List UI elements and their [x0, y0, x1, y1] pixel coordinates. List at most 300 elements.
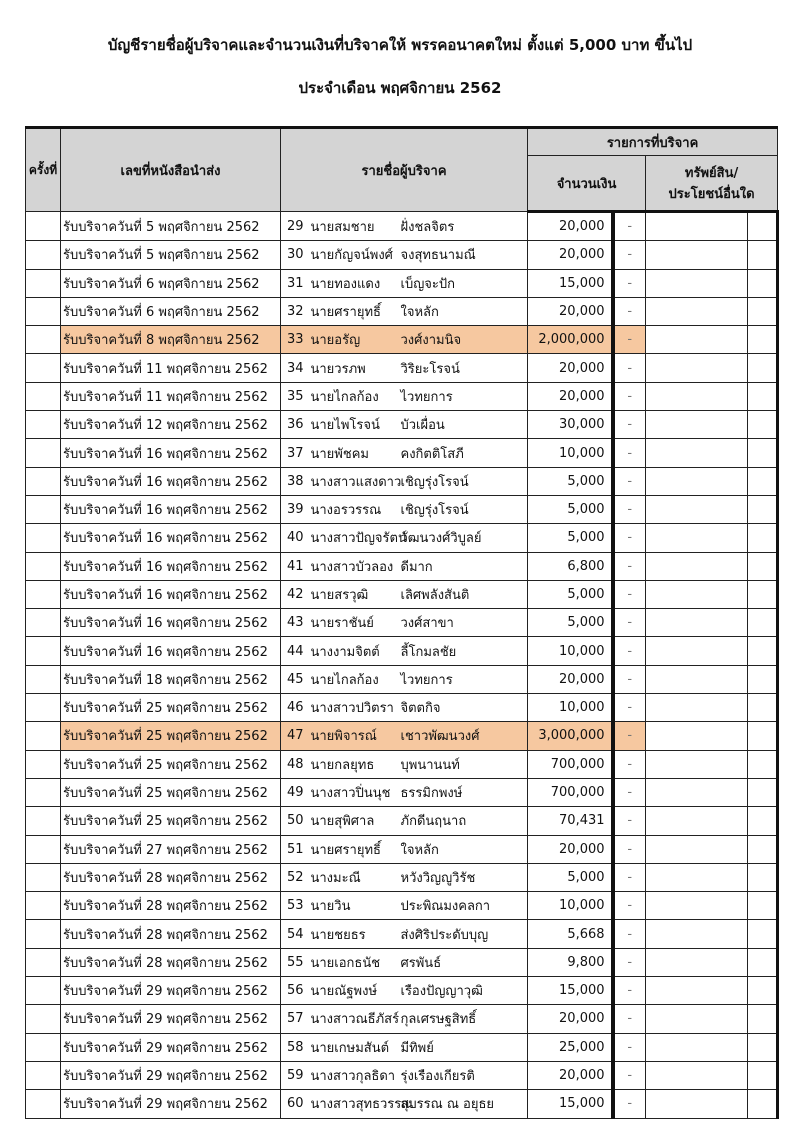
header-asset — [646, 156, 778, 212]
donor-number: 45 — [281, 665, 311, 693]
amount-cell: 6,800 — [528, 552, 613, 580]
asset-detail-cell — [646, 1005, 748, 1033]
donor-number: 35 — [281, 382, 311, 410]
asset-value-cell: - — [613, 495, 646, 523]
table-row — [26, 920, 778, 948]
asset-detail-cell — [646, 411, 748, 439]
amount-cell: 2,000,000 — [528, 326, 613, 354]
table-row — [26, 665, 778, 693]
extra-cell — [748, 467, 778, 495]
donor-last-name: รุ่งเรืองเกียรติ — [401, 1061, 528, 1089]
amount-cell: 15,000 — [528, 977, 613, 1005]
round-cell — [26, 807, 61, 835]
donor-first-name: นายศรายุทธิ์ — [311, 297, 401, 325]
date-cell: รับบริจาควันที่ 27 พฤศจิกายน 2562 — [61, 835, 281, 863]
asset-detail-cell — [646, 212, 748, 241]
amount-cell: 20,000 — [528, 665, 613, 693]
donor-number: 31 — [281, 269, 311, 297]
donor-first-name: นายพัชคม — [311, 439, 401, 467]
round-cell — [26, 1033, 61, 1061]
table-row — [26, 609, 778, 637]
date-cell: รับบริจาควันที่ 16 พฤศจิกายน 2562 — [61, 552, 281, 580]
asset-detail-cell — [646, 1090, 748, 1118]
date-cell: รับบริจาควันที่ 29 พฤศจิกายน 2562 — [61, 977, 281, 1005]
asset-detail-cell — [646, 580, 748, 608]
donor-first-name: นายทองแดง — [311, 269, 401, 297]
donor-last-name: วิริยะโรจน์ — [401, 354, 528, 382]
table-row — [26, 411, 778, 439]
table-row — [26, 354, 778, 382]
date-cell: รับบริจาควันที่ 25 พฤศจิกายน 2562 — [61, 807, 281, 835]
date-cell: รับบริจาควันที่ 29 พฤศจิกายน 2562 — [61, 1090, 281, 1118]
asset-detail-cell — [646, 1061, 748, 1089]
donor-first-name: นายไกลก้อง — [311, 382, 401, 410]
date-cell: รับบริจาควันที่ 25 พฤศจิกายน 2562 — [61, 694, 281, 722]
amount-cell: 700,000 — [528, 750, 613, 778]
date-cell: รับบริจาควันที่ 28 พฤศจิกายน 2562 — [61, 892, 281, 920]
round-cell — [26, 863, 61, 891]
table-row — [26, 694, 778, 722]
table-row — [26, 439, 778, 467]
amount-cell: 20,000 — [528, 835, 613, 863]
donor-last-name: บุพนานนท์ — [401, 750, 528, 778]
donor-first-name: นายณัฐพงษ์ — [311, 977, 401, 1005]
table-row — [26, 552, 778, 580]
date-cell: รับบริจาควันที่ 6 พฤศจิกายน 2562 — [61, 297, 281, 325]
asset-value-cell: - — [613, 977, 646, 1005]
donor-first-name: นายสมชาย — [311, 212, 401, 241]
date-cell: รับบริจาควันที่ 16 พฤศจิกายน 2562 — [61, 467, 281, 495]
donor-last-name: ธรรมิกพงษ์ — [401, 778, 528, 806]
round-cell — [26, 694, 61, 722]
header-donor: รายชื่อผู้บริจาค — [281, 128, 528, 212]
amount-cell: 5,668 — [528, 920, 613, 948]
date-cell: รับบริจาควันที่ 11 พฤศจิกายน 2562 — [61, 382, 281, 410]
amount-cell: 20,000 — [528, 1061, 613, 1089]
amount-cell: 5,000 — [528, 863, 613, 891]
extra-cell — [748, 269, 778, 297]
donor-last-name: วงศ์สาขา — [401, 609, 528, 637]
round-cell — [26, 212, 61, 241]
round-cell — [26, 241, 61, 269]
donor-first-name: นายไพโรจน์ — [311, 411, 401, 439]
extra-cell — [748, 722, 778, 750]
donor-last-name: จงสุทธนามณี — [401, 241, 528, 269]
asset-value-cell: - — [613, 1033, 646, 1061]
donor-number: 32 — [281, 297, 311, 325]
round-cell — [26, 835, 61, 863]
table-row — [26, 467, 778, 495]
donor-last-name: ใจหลัก — [401, 835, 528, 863]
table-row — [26, 524, 778, 552]
amount-cell: 20,000 — [528, 297, 613, 325]
table-row — [26, 212, 778, 241]
extra-cell — [748, 694, 778, 722]
asset-value-cell: - — [613, 722, 646, 750]
donor-first-name: นางสาวกุลธิดา — [311, 1061, 401, 1089]
extra-cell — [748, 580, 778, 608]
round-cell — [26, 382, 61, 410]
asset-value-cell: - — [613, 1061, 646, 1089]
header-asset-line1: ทรัพย์สิน/ — [684, 166, 739, 181]
donor-number: 54 — [281, 920, 311, 948]
asset-detail-cell — [646, 354, 748, 382]
amount-cell: 25,000 — [528, 1033, 613, 1061]
amount-cell: 15,000 — [528, 269, 613, 297]
round-cell — [26, 354, 61, 382]
asset-value-cell: - — [613, 1005, 646, 1033]
date-cell: รับบริจาควันที่ 5 พฤศจิกายน 2562 — [61, 241, 281, 269]
asset-value-cell: - — [613, 1090, 646, 1118]
asset-detail-cell — [646, 439, 748, 467]
round-cell — [26, 297, 61, 325]
asset-detail-cell — [646, 467, 748, 495]
header-letter-no: เลขที่หนังสือนำส่ง — [61, 128, 281, 212]
date-cell: รับบริจาควันที่ 16 พฤศจิกายน 2562 — [61, 524, 281, 552]
donor-number: 56 — [281, 977, 311, 1005]
donor-last-name: ภักดีนฤนาถ — [401, 807, 528, 835]
donor-number: 53 — [281, 892, 311, 920]
donor-first-name: นายราชันย์ — [311, 609, 401, 637]
donor-first-name: นายสุพิศาล — [311, 807, 401, 835]
date-cell: รับบริจาควันที่ 11 พฤศจิกายน 2562 — [61, 354, 281, 382]
asset-value-cell: - — [613, 694, 646, 722]
header-amount: จำนวนเงิน — [528, 156, 646, 212]
amount-cell: 15,000 — [528, 1090, 613, 1118]
extra-cell — [748, 382, 778, 410]
extra-cell — [748, 241, 778, 269]
donor-last-name: ไวทยการ — [401, 382, 528, 410]
asset-value-cell: - — [613, 665, 646, 693]
asset-detail-cell — [646, 637, 748, 665]
amount-cell: 5,000 — [528, 580, 613, 608]
table-row — [26, 807, 778, 835]
table-row — [26, 1090, 778, 1118]
donor-last-name: ศรพันธ์ — [401, 948, 528, 976]
table-row — [26, 948, 778, 976]
table-row — [26, 977, 778, 1005]
donor-first-name: นางสาวปัญจรัตน์ — [311, 524, 401, 552]
round-cell — [26, 892, 61, 920]
donor-first-name: นายวรภพ — [311, 354, 401, 382]
table-row-highlighted — [26, 722, 778, 750]
donor-number: 58 — [281, 1033, 311, 1061]
asset-value-cell: - — [613, 948, 646, 976]
donor-last-name: ใจหลัก — [401, 297, 528, 325]
donor-number: 41 — [281, 552, 311, 580]
donor-number: 55 — [281, 948, 311, 976]
date-cell: รับบริจาควันที่ 18 พฤศจิกายน 2562 — [61, 665, 281, 693]
donor-number: 50 — [281, 807, 311, 835]
extra-cell — [748, 297, 778, 325]
table-row — [26, 778, 778, 806]
donor-first-name: นายไกลก้อง — [311, 665, 401, 693]
table-row — [26, 1061, 778, 1089]
extra-cell — [748, 609, 778, 637]
amount-cell: 70,431 — [528, 807, 613, 835]
asset-detail-cell — [646, 892, 748, 920]
donor-number: 57 — [281, 1005, 311, 1033]
table-row — [26, 892, 778, 920]
round-cell — [26, 920, 61, 948]
donor-number: 38 — [281, 467, 311, 495]
asset-value-cell: - — [613, 269, 646, 297]
donor-first-name: นางสาวสุทธวรรณ — [311, 1090, 401, 1118]
asset-detail-cell — [646, 778, 748, 806]
header-round: ครั้งที่ — [26, 128, 61, 212]
amount-cell: 10,000 — [528, 892, 613, 920]
asset-detail-cell — [646, 920, 748, 948]
asset-value-cell: - — [613, 835, 646, 863]
donor-number: 40 — [281, 524, 311, 552]
amount-cell: 20,000 — [528, 212, 613, 241]
asset-detail-cell — [646, 863, 748, 891]
date-cell: รับบริจาควันที่ 16 พฤศจิกายน 2562 — [61, 580, 281, 608]
document-subtitle: ประจำเดือน พฤศจิกายน 2562 — [298, 79, 502, 97]
asset-value-cell: - — [613, 212, 646, 241]
amount-cell: 10,000 — [528, 439, 613, 467]
donor-last-name: ฝั่งชลจิตร — [401, 212, 528, 241]
asset-detail-cell — [646, 269, 748, 297]
asset-value-cell: - — [613, 863, 646, 891]
extra-cell — [748, 948, 778, 976]
extra-cell — [748, 637, 778, 665]
donor-last-name: เชาวพัฒนวงศ์ — [401, 722, 528, 750]
amount-cell: 5,000 — [528, 524, 613, 552]
round-cell — [26, 977, 61, 1005]
extra-cell — [748, 778, 778, 806]
donor-number: 48 — [281, 750, 311, 778]
date-cell: รับบริจาควันที่ 5 พฤศจิกายน 2562 — [61, 212, 281, 241]
date-cell: รับบริจาควันที่ 6 พฤศจิกายน 2562 — [61, 269, 281, 297]
donor-last-name: ดีมาก — [401, 552, 528, 580]
donor-number: 47 — [281, 722, 311, 750]
round-cell — [26, 609, 61, 637]
date-cell: รับบริจาควันที่ 12 พฤศจิกายน 2562 — [61, 411, 281, 439]
donor-number: 60 — [281, 1090, 311, 1118]
donor-last-name: คงกิตติโสภี — [401, 439, 528, 467]
asset-detail-cell — [646, 495, 748, 523]
date-cell: รับบริจาควันที่ 29 พฤศจิกายน 2562 — [61, 1033, 281, 1061]
round-cell — [26, 439, 61, 467]
donor-last-name: เรืองปัญญาวุฒิ — [401, 977, 528, 1005]
donor-last-name: มีทิพย์ — [401, 1033, 528, 1061]
extra-cell — [748, 439, 778, 467]
asset-detail-cell — [646, 722, 748, 750]
amount-cell: 700,000 — [528, 778, 613, 806]
amount-cell: 20,000 — [528, 1005, 613, 1033]
round-cell — [26, 467, 61, 495]
donor-table — [25, 126, 779, 1119]
asset-detail-cell — [646, 665, 748, 693]
extra-cell — [748, 835, 778, 863]
round-cell — [26, 524, 61, 552]
table-row — [26, 835, 778, 863]
round-cell — [26, 948, 61, 976]
amount-cell: 9,800 — [528, 948, 613, 976]
amount-cell: 20,000 — [528, 241, 613, 269]
amount-cell: 5,000 — [528, 495, 613, 523]
donor-first-name: นางสาวแสงดาว — [311, 467, 401, 495]
asset-value-cell: - — [613, 354, 646, 382]
donor-first-name: นายชยธร — [311, 920, 401, 948]
date-cell: รับบริจาควันที่ 29 พฤศจิกายน 2562 — [61, 1061, 281, 1089]
donor-number: 44 — [281, 637, 311, 665]
round-cell — [26, 722, 61, 750]
date-cell: รับบริจาควันที่ 8 พฤศจิกายน 2562 — [61, 326, 281, 354]
table-row — [26, 863, 778, 891]
donor-first-name: นายเอกธนัช — [311, 948, 401, 976]
donor-first-name: นายสรวุฒิ — [311, 580, 401, 608]
donor-first-name: นายกลยุทธ — [311, 750, 401, 778]
date-cell: รับบริจาควันที่ 25 พฤศจิกายน 2562 — [61, 778, 281, 806]
date-cell: รับบริจาควันที่ 29 พฤศจิกายน 2562 — [61, 1005, 281, 1033]
header-donation: รายการที่บริจาค — [528, 128, 778, 156]
asset-detail-cell — [646, 1033, 748, 1061]
asset-value-cell: - — [613, 467, 646, 495]
extra-cell — [748, 326, 778, 354]
donor-last-name: กุลเศรษฐสิทธิ์ — [401, 1005, 528, 1033]
date-cell: รับบริจาควันที่ 16 พฤศจิกายน 2562 — [61, 495, 281, 523]
asset-detail-cell — [646, 524, 748, 552]
extra-cell — [748, 892, 778, 920]
donor-last-name: เชิญรุ่งโรจน์ — [401, 467, 528, 495]
extra-cell — [748, 750, 778, 778]
donor-last-name: ลี้โกมลชัย — [401, 637, 528, 665]
asset-detail-cell — [646, 609, 748, 637]
asset-value-cell: - — [613, 750, 646, 778]
extra-cell — [748, 212, 778, 241]
donor-number: 59 — [281, 1061, 311, 1089]
asset-detail-cell — [646, 835, 748, 863]
donor-number: 46 — [281, 694, 311, 722]
asset-detail-cell — [646, 297, 748, 325]
donor-last-name: จิตตกิจ — [401, 694, 528, 722]
asset-value-cell: - — [613, 297, 646, 325]
table-row — [26, 1033, 778, 1061]
table-row — [26, 580, 778, 608]
asset-value-cell: - — [613, 382, 646, 410]
amount-cell: 30,000 — [528, 411, 613, 439]
donor-last-name: สุบรรณ ณ อยุธย — [401, 1090, 528, 1118]
asset-value-cell: - — [613, 637, 646, 665]
table-row — [26, 495, 778, 523]
donor-first-name: นายวิน — [311, 892, 401, 920]
asset-value-cell: - — [613, 241, 646, 269]
donor-first-name: นางสาวณธีภัสร์ — [311, 1005, 401, 1033]
amount-cell: 20,000 — [528, 354, 613, 382]
donor-first-name: นายเกษมสันต์ — [311, 1033, 401, 1061]
asset-detail-cell — [646, 977, 748, 1005]
donor-last-name: บัวเผื่อน — [401, 411, 528, 439]
date-cell: รับบริจาควันที่ 16 พฤศจิกายน 2562 — [61, 439, 281, 467]
round-cell — [26, 326, 61, 354]
donor-last-name: เชิญรุ่งโรจน์ — [401, 495, 528, 523]
asset-value-cell: - — [613, 411, 646, 439]
round-cell — [26, 665, 61, 693]
asset-value-cell: - — [613, 552, 646, 580]
extra-cell — [748, 552, 778, 580]
extra-cell — [748, 665, 778, 693]
donor-last-name: หวังวิญญูวิรัช — [401, 863, 528, 891]
round-cell — [26, 750, 61, 778]
extra-cell — [748, 354, 778, 382]
donor-number: 42 — [281, 580, 311, 608]
round-cell — [26, 552, 61, 580]
amount-cell: 10,000 — [528, 694, 613, 722]
donor-number: 39 — [281, 495, 311, 523]
asset-detail-cell — [646, 694, 748, 722]
table-row — [26, 382, 778, 410]
table-row — [26, 637, 778, 665]
donor-last-name: เลิศพลังสันติ — [401, 580, 528, 608]
extra-cell — [748, 411, 778, 439]
date-cell: รับบริจาควันที่ 16 พฤศจิกายน 2562 — [61, 609, 281, 637]
extra-cell — [748, 1005, 778, 1033]
asset-value-cell: - — [613, 524, 646, 552]
extra-cell — [748, 1090, 778, 1118]
donor-number: 51 — [281, 835, 311, 863]
table-row — [26, 750, 778, 778]
donor-number: 37 — [281, 439, 311, 467]
extra-cell — [748, 1061, 778, 1089]
round-cell — [26, 1005, 61, 1033]
donor-first-name: นายพิจารณ์ — [311, 722, 401, 750]
donor-first-name: นายกัญจน์พงศ์ — [311, 241, 401, 269]
table-row — [26, 269, 778, 297]
asset-value-cell: - — [613, 580, 646, 608]
asset-value-cell: - — [613, 778, 646, 806]
donor-first-name: นางสาวบัวลอง — [311, 552, 401, 580]
donor-last-name: วัฒนวงศ์วิบูลย์ — [401, 524, 528, 552]
amount-cell: 20,000 — [528, 382, 613, 410]
asset-detail-cell — [646, 326, 748, 354]
donor-last-name: ส่งศิริประดับบุญ — [401, 920, 528, 948]
donor-number: 30 — [281, 241, 311, 269]
asset-detail-cell — [646, 241, 748, 269]
donor-last-name: ประพิณมงคลกา — [401, 892, 528, 920]
date-cell: รับบริจาควันที่ 28 พฤศจิกายน 2562 — [61, 920, 281, 948]
date-cell: รับบริจาควันที่ 25 พฤศจิกายน 2562 — [61, 750, 281, 778]
document-title: บัญชีรายชื่อผู้บริจาคและจำนวนเงินที่บริจาคให้ พรรคอนาคตใหม่ ตั้งแต่ 5,000 บาท ขึ้นไป — [107, 36, 693, 54]
round-cell — [26, 269, 61, 297]
extra-cell — [748, 524, 778, 552]
donor-number: 49 — [281, 778, 311, 806]
extra-cell — [748, 977, 778, 1005]
donor-first-name: นางงามจิตต์ — [311, 637, 401, 665]
date-cell: รับบริจาควันที่ 25 พฤศจิกายน 2562 — [61, 722, 281, 750]
table-row — [26, 241, 778, 269]
round-cell — [26, 1090, 61, 1118]
asset-value-cell: - — [613, 920, 646, 948]
asset-value-cell: - — [613, 807, 646, 835]
date-cell: รับบริจาควันที่ 28 พฤศจิกายน 2562 — [61, 948, 281, 976]
round-cell — [26, 411, 61, 439]
extra-cell — [748, 495, 778, 523]
donor-number: 52 — [281, 863, 311, 891]
table-row — [26, 297, 778, 325]
extra-cell — [748, 863, 778, 891]
extra-cell — [748, 1033, 778, 1061]
amount-cell: 5,000 — [528, 609, 613, 637]
date-cell: รับบริจาควันที่ 16 พฤศจิกายน 2562 — [61, 637, 281, 665]
donor-number: 34 — [281, 354, 311, 382]
donor-first-name: นายศรายุทธิ์ — [311, 835, 401, 863]
donor-last-name: ไวทยการ — [401, 665, 528, 693]
amount-cell: 3,000,000 — [528, 722, 613, 750]
round-cell — [26, 495, 61, 523]
asset-detail-cell — [646, 948, 748, 976]
